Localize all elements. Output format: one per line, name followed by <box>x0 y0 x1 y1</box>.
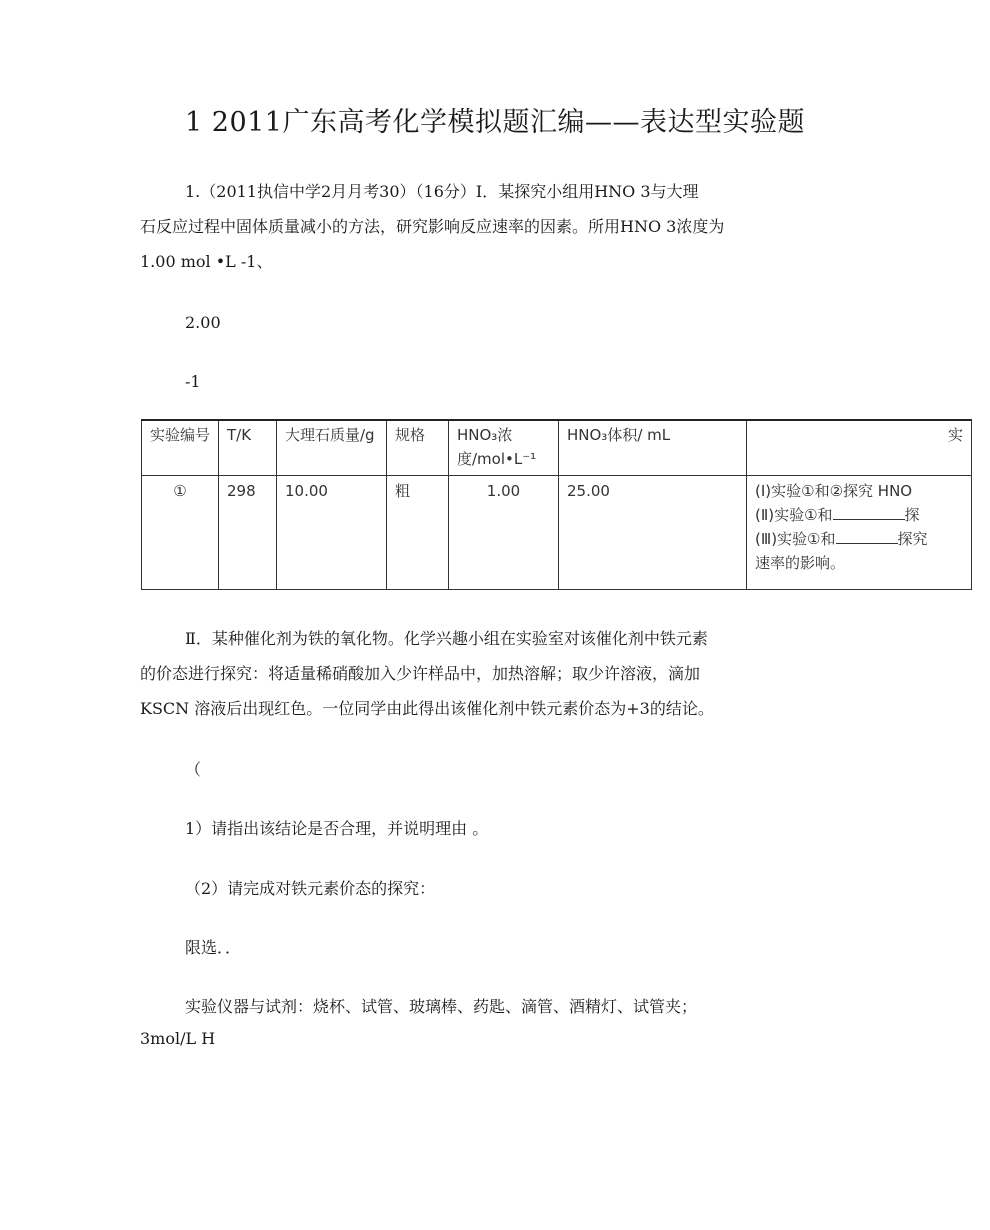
reagent-line: 3mol/L H <box>140 1029 216 1048</box>
question-1-line-4: 2.00 <box>185 313 221 332</box>
sub-question-1: 1）请指出该结论是否合理，并说明理由 。 <box>185 819 489 838</box>
purpose-line-1: (Ⅰ)实验①和②探究 HNO <box>755 482 913 500</box>
experiment-table <box>141 419 972 590</box>
cell-hno3-volume: 25.00 <box>559 476 747 590</box>
table-header-row <box>142 420 972 476</box>
cell-marble-mass: 10.00 <box>277 476 387 590</box>
header-experiment-no: 实验编号 <box>142 420 219 476</box>
part-2-line-2: 的价态进行探究：将适量稀硝酸加入少许样品中，加热溶解；取少许溶液，滴加 <box>140 664 701 683</box>
answer-blank <box>836 527 898 544</box>
cell-purpose <box>747 476 972 590</box>
table-top-rule <box>141 419 971 421</box>
question-1-line-5: -1 <box>185 372 201 391</box>
header-hno3-conc: HNO₃浓度/mol•L⁻¹ <box>449 420 559 476</box>
header-purpose: 实 <box>747 420 972 476</box>
purpose-line-3-text: (Ⅲ)实验①和 <box>755 530 836 548</box>
cell-experiment-no: ① <box>142 476 219 590</box>
header-temperature: T/K <box>219 420 277 476</box>
limit-note: 限选．． <box>185 938 242 957</box>
question-1-line-1: 1.（2011执信中学2月月考30）（16分）Ⅰ．某探究小组用HNO 3与大理 <box>185 182 699 201</box>
instruments-line: 实验仪器与试剂：烧杯、试管、玻璃棒、药匙、滴管、酒精灯、试管夹； <box>185 997 698 1016</box>
page-title: 1 2011广东高考化学模拟题汇编——表达型实验题 <box>185 107 805 138</box>
cell-hno3-conc: 1.00 <box>449 476 559 590</box>
purpose-line-2-text: (Ⅱ)实验①和 <box>755 506 833 524</box>
cell-spec: 粗 <box>387 476 449 590</box>
sub-question-2: （2）请完成对铁元素价态的探究： <box>185 879 436 898</box>
table-row <box>142 476 972 590</box>
question-1-line-3: 1.00 mol •L -1、 <box>140 252 273 271</box>
header-marble-mass: 大理石质量/g <box>277 420 387 476</box>
purpose-line-3-tail: 探究 <box>897 530 928 548</box>
purpose-line-3 <box>755 527 963 551</box>
header-hno3-volume: HNO₃体积/ mL <box>559 420 747 476</box>
question-1-line-2: 石反应过程中固体质量减小的方法，研究影响反应速率的因素。所用HNO 3浓度为 <box>140 217 725 236</box>
part-2-line-3: KSCN 溶液后出现红色。一位同学由此得出该催化剂中铁元素价态为+3的结论。 <box>140 699 714 718</box>
part-2-paren: （ <box>185 760 202 779</box>
part-2-line-1: Ⅱ．某种催化剂为铁的氧化物。化学兴趣小组在实验室对该催化剂中铁元素 <box>185 629 708 648</box>
purpose-line-2 <box>755 503 963 527</box>
header-spec: 规格 <box>387 420 449 476</box>
purpose-line-4: 速率的影响。 <box>755 554 846 572</box>
cell-temperature: 298 <box>219 476 277 590</box>
answer-blank <box>833 503 905 520</box>
purpose-line-2-tail: 探 <box>904 506 920 524</box>
